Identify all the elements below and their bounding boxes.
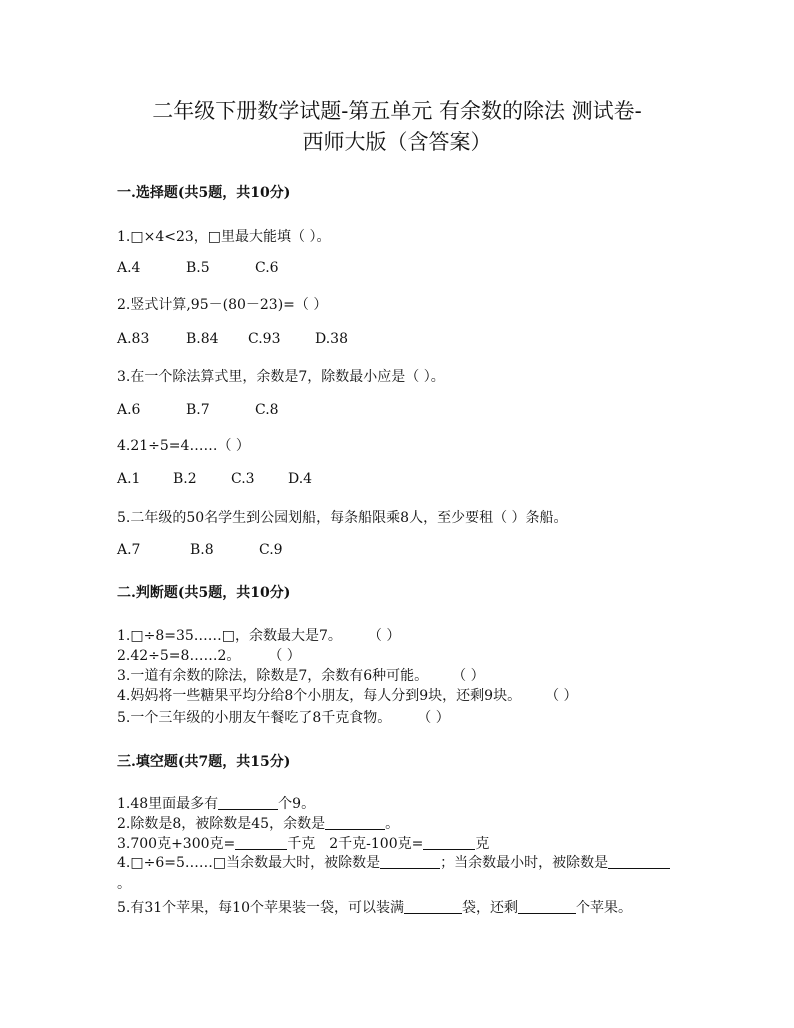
- section-heading-choice: 一.选择题(共5题，共10分): [117, 185, 291, 201]
- question-text: 3.700克+300克=: [117, 836, 236, 852]
- choice-option: C.3: [231, 471, 255, 487]
- title-line-2: 西师大版（含答案）: [302, 130, 492, 154]
- judgement-mark: （ ）: [268, 648, 301, 664]
- question-text: 1.48里面最多有: [117, 796, 219, 812]
- judgement-item-1: [117, 625, 400, 645]
- choice-option: A.4: [117, 260, 141, 276]
- choice-question-5: 5.二年级的50名学生到公园划船，每条船限乘8人，至少要租（ ）条船。: [117, 510, 568, 526]
- choice-option: D.4: [288, 471, 313, 487]
- section-heading-judgement: 二.判断题(共5题，共10分): [117, 585, 291, 601]
- answer-blank[interactable]: [518, 899, 576, 914]
- choice-option: A.6: [117, 402, 141, 418]
- judgement-text: 2.42÷5=8……2。: [117, 648, 241, 664]
- fill-question-2: [117, 813, 399, 833]
- choice-option: A.1: [117, 471, 141, 487]
- fill-question-3: [117, 833, 489, 853]
- answer-blank[interactable]: [404, 899, 462, 914]
- answer-blank[interactable]: [608, 854, 670, 869]
- judgement-item-3: [117, 665, 485, 685]
- choice-option: B.2: [173, 471, 197, 487]
- judgement-text: 1.□÷8=35……□，余数最大是7。: [117, 628, 342, 644]
- answer-blank[interactable]: [325, 815, 385, 830]
- choice-option: B.5: [186, 260, 210, 276]
- judgement-item-2: [117, 645, 301, 665]
- choice-option: C.8: [255, 402, 279, 418]
- document-title: [60, 96, 734, 158]
- answer-blank[interactable]: [380, 854, 440, 869]
- judgement-mark: （ ）: [417, 710, 450, 726]
- fill-question-4: [117, 853, 677, 895]
- section-heading-fill-in: 三.填空题(共7题，共15分): [117, 754, 291, 770]
- question-text: 袋，还剩: [462, 900, 518, 916]
- choice-option: A.7: [117, 542, 141, 558]
- question-text: 4.□÷6=5……□当余数最大时，被除数是: [117, 855, 381, 871]
- question-text: 个苹果。: [576, 900, 632, 916]
- choice-question-2: 2.竖式计算,95－(80－23)=（ ）: [117, 297, 328, 313]
- judgement-item-4: [117, 685, 578, 705]
- judgement-mark: （ ）: [452, 668, 485, 684]
- choice-option: A.83: [117, 331, 150, 347]
- question-text: 2千克-100克=: [329, 836, 424, 852]
- judgement-mark: （ ）: [367, 628, 401, 644]
- choice-option: B.8: [190, 542, 214, 558]
- fill-question-5: [117, 897, 632, 917]
- choice-question-4: 4.21÷5=4……（ ）: [117, 438, 250, 454]
- answer-blank[interactable]: [218, 795, 278, 810]
- question-text: 千克: [287, 836, 316, 852]
- judgement-text: 5.一个三年级的小朋友午餐吃了8千克食物。: [117, 710, 392, 726]
- question-text: 2.除数是8，被除数是45，余数是: [117, 816, 326, 832]
- choice-question-1: 1.□×4<23，□里最大能填（ ）。: [117, 229, 331, 245]
- judgement-item-5: [117, 707, 450, 727]
- judgement-text: 3.一道有余数的除法，除数是7，余数有6种可能。: [117, 668, 429, 684]
- question-text: ；当余数最小时，被除数是: [440, 855, 609, 871]
- question-text: 5.有31个苹果，每10个苹果装一袋，可以装满: [117, 900, 404, 916]
- title-line-1: 二年级下册数学试题-第五单元 有余数的除法 测试卷-: [152, 99, 642, 123]
- choice-option: C.6: [255, 260, 279, 276]
- judgement-text: 4.妈妈将一些糖果平均分给8个小朋友，每人分到9块，还剩9块。: [117, 688, 522, 704]
- question-text: 个9。: [278, 796, 316, 812]
- answer-blank[interactable]: [423, 835, 475, 850]
- choice-option: B.84: [186, 331, 219, 347]
- question-text: 。: [385, 816, 400, 832]
- choice-option: C.9: [259, 542, 283, 558]
- question-text: 克: [475, 836, 490, 852]
- choice-option: C.93: [248, 331, 281, 347]
- choice-option: B.7: [186, 402, 210, 418]
- question-text: 。: [117, 876, 131, 892]
- choice-question-3: 3.在一个除法算式里，余数是7，除数最小应是（ ）。: [117, 369, 445, 385]
- answer-blank[interactable]: [235, 835, 287, 850]
- choice-option: D.38: [315, 331, 348, 347]
- fill-question-1: [117, 793, 315, 813]
- judgement-mark: （ ）: [545, 688, 578, 704]
